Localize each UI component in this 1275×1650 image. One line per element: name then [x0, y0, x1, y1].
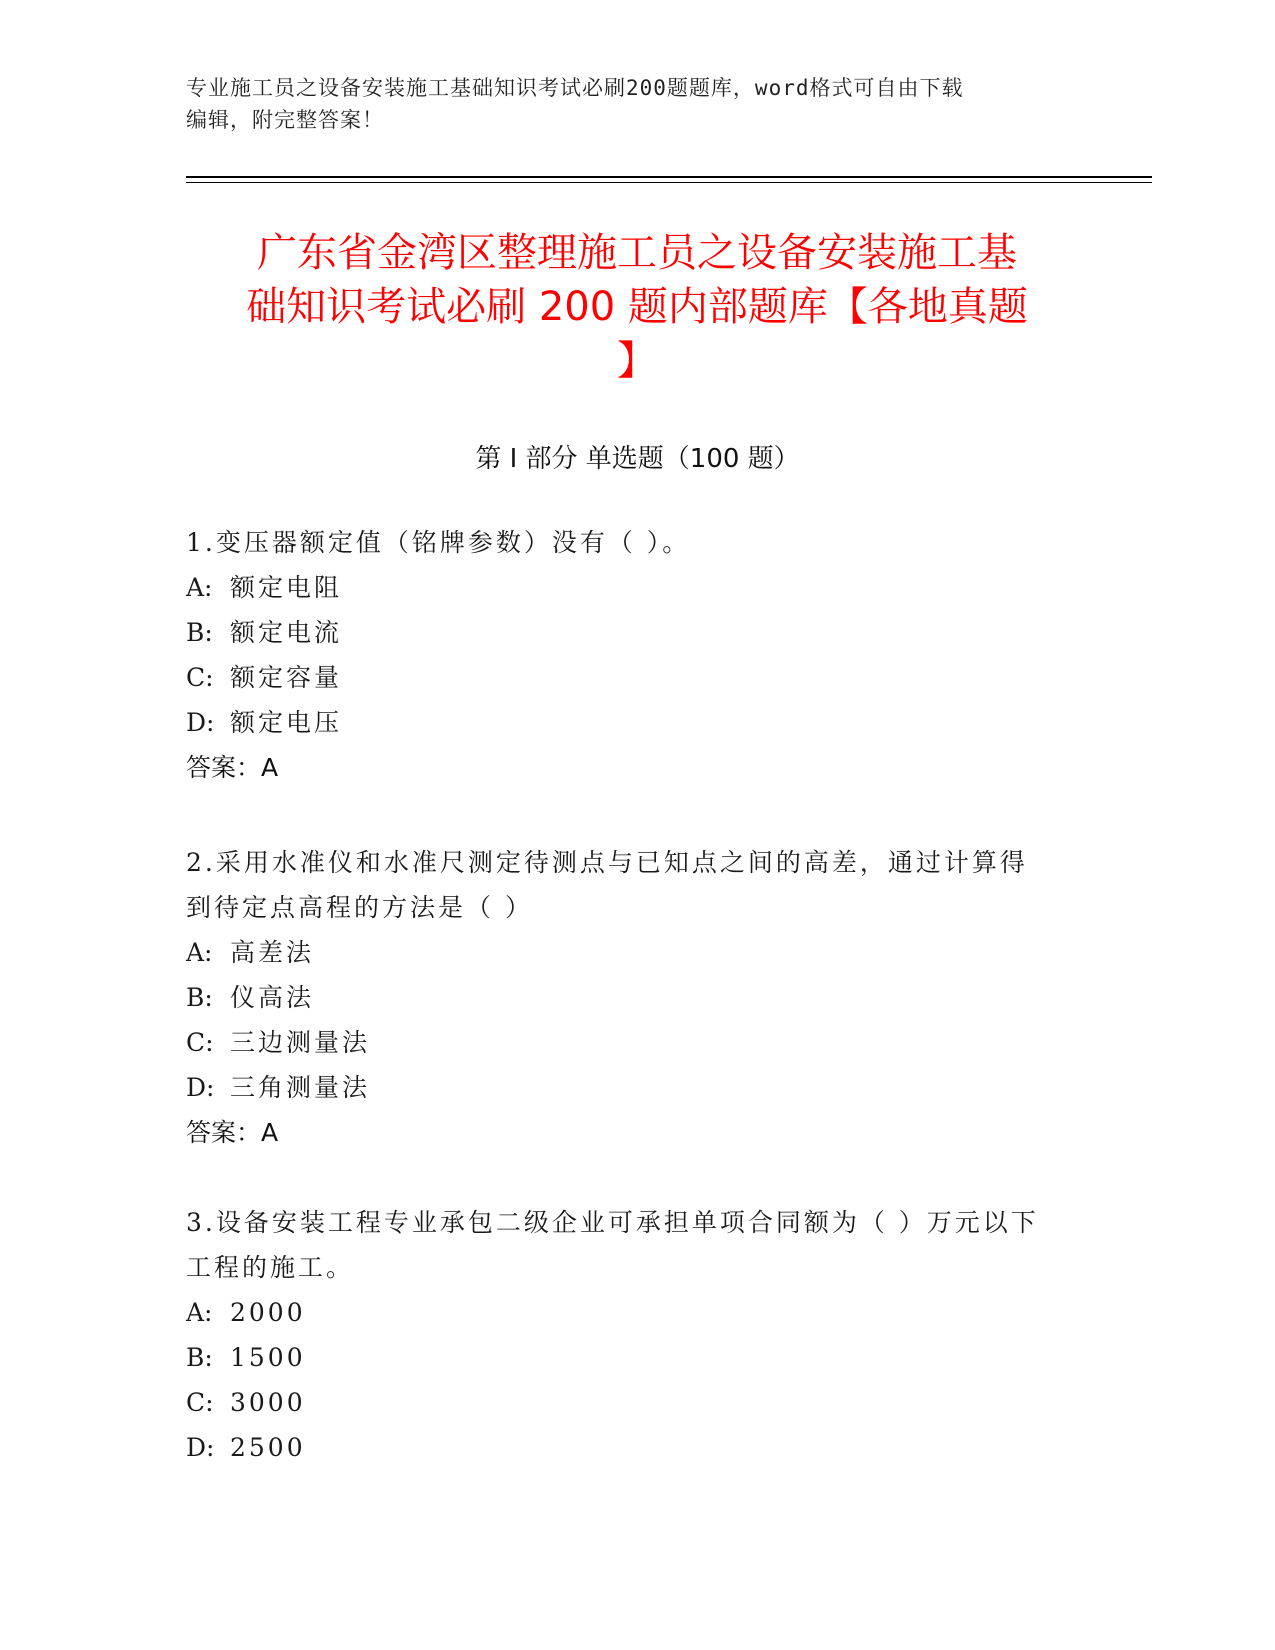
title-line: 】 — [617, 338, 657, 384]
option-a — [186, 1290, 1086, 1335]
question-stem: 到待定点高程的方法是（ ） — [186, 893, 533, 922]
question-3 — [186, 1200, 1086, 1470]
question-stem: 工程的施工。 — [186, 1253, 355, 1282]
question-stem: 1.变压器额定值（铭牌参数）没有（ ）。 — [186, 528, 691, 557]
option-text: 仪高法 — [230, 983, 315, 1012]
option-key: A: — [186, 1298, 213, 1327]
option-key: A: — [186, 938, 213, 967]
title-line: 础知识考试必刷 200 题内部题库【各地真题 — [246, 284, 1028, 330]
option-a — [186, 565, 1086, 610]
option-key: A: — [186, 573, 213, 602]
answer-line: 答案：A — [186, 753, 279, 782]
option-c — [186, 655, 1086, 700]
option-key: C: — [186, 663, 214, 692]
question-stem: 2.采用水准仪和水准尺测定待测点与已知点之间的高差，通过计算得 — [186, 848, 1028, 877]
option-text: 2000 — [230, 1298, 306, 1327]
option-c — [186, 1020, 1086, 1065]
option-key: D: — [186, 1433, 215, 1462]
answer-line: 答案：A — [186, 1118, 279, 1147]
question-2 — [186, 840, 1086, 1155]
option-d — [186, 700, 1086, 745]
question-stem: 3.设备安装工程专业承包二级企业可承担单项合同额为（ ）万元以下 — [186, 1208, 1039, 1237]
option-text: 3000 — [230, 1388, 306, 1417]
document-title — [192, 226, 1082, 388]
option-c — [186, 1380, 1086, 1425]
option-text: 额定电流 — [230, 618, 343, 647]
option-key: D: — [186, 708, 215, 737]
option-b — [186, 610, 1086, 655]
title-line: 广东省金湾区整理施工员之设备安装施工基 — [257, 230, 1017, 276]
option-key: D: — [186, 1073, 215, 1102]
option-d — [186, 1425, 1086, 1470]
option-key: B: — [186, 983, 213, 1012]
option-key: B: — [186, 1343, 213, 1372]
option-b — [186, 975, 1086, 1020]
header-note-line: 编辑，附完整答案！ — [186, 108, 384, 132]
option-b — [186, 1335, 1086, 1380]
option-key: C: — [186, 1028, 214, 1057]
option-key: C: — [186, 1388, 214, 1417]
option-text: 额定电压 — [230, 708, 343, 737]
option-text: 额定电阻 — [230, 573, 343, 602]
option-text: 三角测量法 — [230, 1073, 371, 1102]
option-d — [186, 1065, 1086, 1110]
option-a — [186, 930, 1086, 975]
header-note — [186, 72, 1066, 136]
question-1 — [186, 520, 1086, 790]
header-divider-thin — [186, 182, 1152, 183]
option-text: 1500 — [230, 1343, 306, 1372]
option-text: 额定容量 — [230, 663, 343, 692]
option-text: 2500 — [230, 1433, 306, 1462]
header-note-line: 专业施工员之设备安装施工基础知识考试必刷200题题库，word格式可自由下载 — [186, 76, 964, 100]
option-text: 高差法 — [230, 938, 315, 967]
header-divider-thick — [186, 176, 1152, 178]
option-key: B: — [186, 618, 213, 647]
section-heading: 第 I 部分 单选题（100 题） — [475, 444, 800, 474]
option-text: 三边测量法 — [230, 1028, 371, 1057]
